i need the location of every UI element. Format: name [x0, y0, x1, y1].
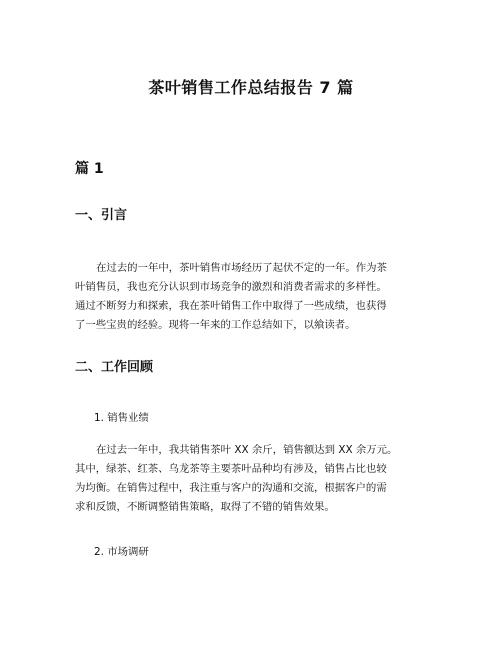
- section-heading-work-review: 二、工作回顾: [75, 360, 154, 375]
- paragraph-line: 在过去的一年中，茶叶销售市场经历了起伏不定的一年。作为茶: [96, 262, 387, 274]
- subsection-heading-market-research: 2. 市场调研: [94, 546, 149, 558]
- paragraph-line: 求和反馈，不断调整销售策略，取得了不错的销售效果。: [75, 501, 335, 513]
- paragraph-line: 在过去一年中，我共销售茶叶 XX 余斤，销售额达到 XX 余万元。: [96, 444, 398, 456]
- subsection-heading-sales-performance: 1. 销售业绩: [94, 412, 149, 424]
- paragraph-line: 通过不断努力和探索，我在茶叶销售工作中取得了一些成绩，也获得: [75, 300, 387, 312]
- introduction-paragraph: [75, 259, 429, 335]
- document-title: 茶叶销售工作总结报告 7 篇: [148, 78, 354, 97]
- paragraph-line: 为均衡。在销售过程中，我注重与客户的沟通和交流，根据客户的需: [75, 482, 387, 494]
- part-heading: 篇 1: [75, 161, 104, 177]
- sales-performance-paragraph: [75, 441, 429, 517]
- paragraph-line: 叶销售员，我也充分认识到市场竞争的激烈和消费者需求的多样性。: [75, 281, 387, 293]
- section-heading-introduction: 一、引言: [75, 208, 128, 223]
- paragraph-line: 了一些宝贵的经验。现将一年来的工作总结如下，以飨读者。: [75, 319, 356, 331]
- paragraph-line: 其中，绿茶、红茶、乌龙茶等主要茶叶品种均有涉及，销售占比也较: [75, 463, 387, 475]
